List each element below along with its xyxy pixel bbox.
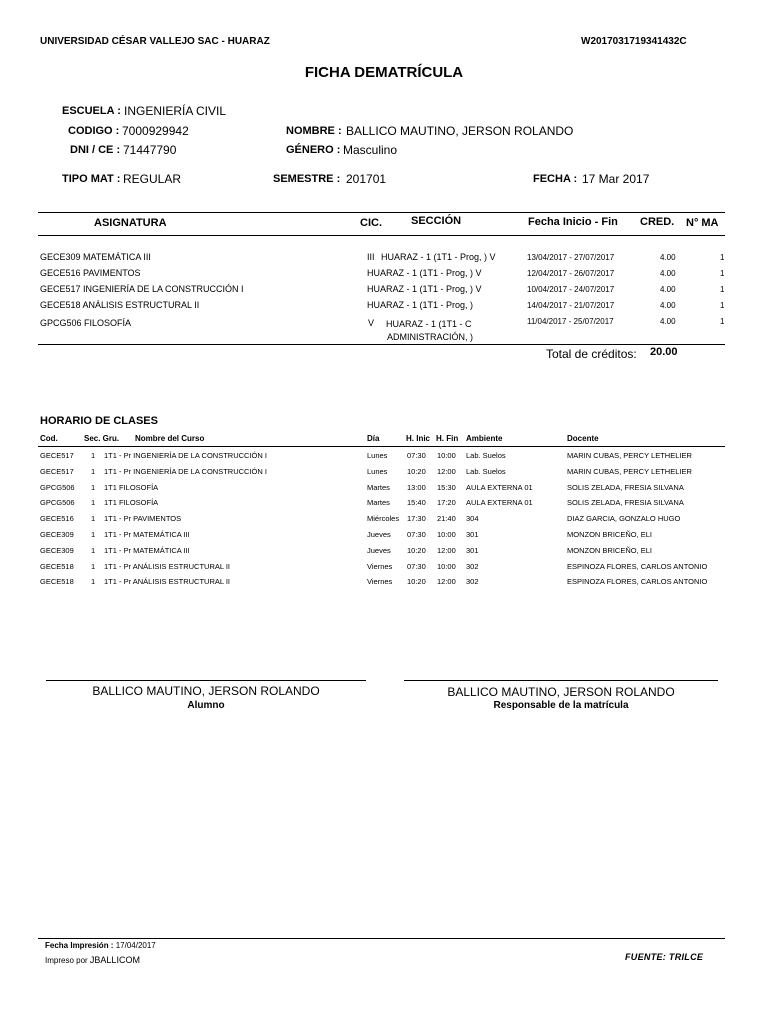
total-credits-label: Total de créditos: [546,347,637,361]
schedule-section: 1 [91,561,96,571]
nombre-label: NOMBRE : [286,125,342,137]
semestre-label: SEMESTRE : [273,173,341,185]
course-credits: 4.00 [660,317,676,326]
course-section: HUARAZ - 1 (1T1 - Prog, ) V [381,252,496,262]
course-dates: 12/04/2017 - 26/07/2017 [527,269,615,278]
total-credits-value: 20.00 [650,346,678,358]
schedule-cod: GECE516 [40,514,74,524]
schedule-day: Viernes [367,561,393,571]
col-h-fin: H. Fin [436,434,459,443]
col-cic: CIC. [360,217,382,229]
schedule-room: Lab. Suelos [466,466,506,476]
schedule-start: 17:30 [407,514,426,524]
schedule-course: 1T1 - Pr PAVIMENTOS [104,514,182,524]
course-dates: 11/04/2017 - 25/07/2017 [527,317,614,326]
schedule-teacher: SOLIS ZELADA, FRESIA SILVANA [567,482,684,492]
schedule-end: 21:40 [437,514,456,524]
dni-label: DNI / CE : [70,144,121,156]
fecha-value: 17 Mar 2017 [582,172,650,186]
col-dia: Día [367,434,380,443]
schedule-cod: GECE518 [40,561,74,571]
semestre-value: 201701 [346,172,387,186]
course-credits: 4.00 [660,301,676,310]
schedule-start: 15:40 [407,498,426,508]
courses-header-rule [38,235,725,236]
schedule-day: Viernes [367,577,393,587]
schedule-course: 1T1 - Pr INGENIERÍA DE LA CONSTRUCCIÓN I [104,451,267,460]
schedule-teacher: SOLIS ZELADA, FRESIA SILVANA [567,498,684,508]
schedule-day: Miércoles [367,514,400,524]
dni-value: 71447790 [123,143,177,157]
schedule-section: 1 [91,545,96,555]
col-cred: CRED. [640,216,675,228]
col-cod: Cod. [40,434,58,443]
course-enrollment-count: 1 [720,317,725,326]
course-section: HUARAZ - 1 (1T1 - C [386,319,472,329]
printed-by [45,955,140,965]
document-code: W2017031719341432C [581,36,687,47]
schedule-cod: GECE309 [40,530,74,539]
tipo-mat-value: REGULAR [123,172,182,186]
col-fechas: Fecha Inicio - Fin [528,216,618,228]
course-credits: 4.00 [660,285,676,294]
course-enrollment-count: 1 [720,285,725,294]
schedule-room: AULA EXTERNA 01 [466,482,533,492]
course-cycle: V [368,318,375,328]
genero-value: Masculino [343,143,398,157]
col-asignatura: ASIGNATURA [94,217,167,229]
schedule-room: Lab. Suelos [466,451,506,460]
schedule-section: 1 [91,514,96,524]
schedule-course: 1T1 FILOSOFÍA [104,498,159,508]
schedule-end: 10:00 [437,530,456,539]
schedule-day: Martes [367,498,390,508]
course-section: HUARAZ - 1 (1T1 - Prog, ) [367,300,474,310]
schedule-teacher: DIAZ GARCIA, GONZALO HUGO [567,514,681,524]
alumno-name: BALLICO MAUTINO, JERSON ROLANDO [92,684,320,698]
schedule-end: 10:00 [437,561,456,571]
escuela-value: INGENIERÍA CIVIL [124,104,227,118]
schedule-section: 1 [91,451,96,460]
schedule-start: 07:30 [407,530,426,539]
course-name: GECE516 PAVIMENTOS [40,268,141,278]
nombre-value: BALLICO MAUTINO, JERSON ROLANDO [346,124,574,138]
schedule-room: 302 [466,561,479,571]
schedule-end: 15:30 [437,482,456,492]
schedule-cod: GECE517 [40,451,74,460]
course-name: GECE518 ANÁLISIS ESTRUCTURAL II [40,300,200,310]
col-seccion: SECCIÓN [411,215,462,227]
schedule-end: 12:00 [437,545,456,555]
schedule-room: 301 [466,545,479,555]
col-sec-gru: Sec. Gru. [84,434,120,443]
course-credits: 4.00 [660,269,676,278]
schedule-course: 1T1 FILOSOFÍA [104,482,159,492]
schedule-teacher: ESPINOZA FLORES, CARLOS ANTONIO [567,577,708,587]
schedule-day: Jueves [367,545,391,555]
course-section: HUARAZ - 1 (1T1 - Prog, ) V [367,268,482,278]
schedule-end: 17:20 [437,498,456,508]
escuela-label: ESCUELA : [62,105,121,117]
schedule-room: 304 [466,514,479,524]
responsable-role: Responsable de la matrícula [493,700,629,711]
tipo-mat-label: TIPO MAT : [62,173,121,185]
course-enrollment-count: 1 [720,253,725,262]
courses-bottom-rule [38,344,725,345]
course-dates: 14/04/2017 - 21/07/2017 [527,301,615,310]
schedule-room: 302 [466,577,479,587]
codigo-label: CODIGO : [68,125,120,137]
schedule-day: Lunes [367,451,388,460]
schedule-header-rule [38,446,725,447]
print-date-label: Fecha Impresión : [45,941,114,950]
schedule-cod: GECE518 [40,577,74,587]
schedule-teacher: MARIN CUBAS, PERCY LETHELIER [567,466,692,476]
course-enrollment-count: 1 [720,269,725,278]
course-section-continued: ADMINISTRACIÓN, ) [387,332,474,342]
printed-by-label: Impreso por [45,956,88,965]
page-title: FICHA DEMATRÍCULA [304,64,464,81]
schedule-start: 10:20 [407,545,426,555]
footer-rule [38,938,725,939]
schedule-teacher: MONZON BRICEÑO, ELI [567,530,653,539]
schedule-cod: GPCG506 [40,498,75,508]
schedule-teacher: MONZON BRICEÑO, ELI [567,545,653,555]
course-name: GPCG506 FILOSOFÍA [40,318,132,328]
course-enrollment-count: 1 [720,301,725,310]
schedule-end: 12:00 [437,466,456,476]
col-ambiente: Ambiente [466,434,503,443]
col-curso: Nombre del Curso [135,434,205,443]
schedule-section: 1 [91,577,96,587]
course-cycle: III [367,252,375,262]
col-docente: Docente [567,434,599,443]
schedule-day: Lunes [367,466,388,476]
schedule-day: Martes [367,482,390,492]
schedule-start: 10:20 [407,577,426,587]
print-date-value: 17/04/2017 [115,941,156,950]
schedule-course: 1T1 - Pr ANÁLISIS ESTRUCTURAL II [104,577,231,587]
course-name: GECE517 INGENIERÍA DE LA CONSTRUCCIÓN I [40,284,244,294]
col-nma: N° MA [686,217,719,229]
schedule-section: 1 [91,466,96,476]
schedule-cod: GPCG506 [40,482,75,492]
course-name: GECE309 MATEMÁTICA III [40,252,151,262]
genero-label: GÉNERO : [286,144,341,156]
schedule-cod: GECE517 [40,466,74,476]
schedule-title: HORARIO DE CLASES [40,415,158,427]
print-date [45,941,156,950]
course-credits: 4.00 [660,253,676,262]
course-dates: 13/04/2017 - 27/07/2017 [527,253,615,262]
schedule-section: 1 [91,482,96,492]
responsable-name: BALLICO MAUTINO, JERSON ROLANDO [447,685,675,699]
fecha-label: FECHA : [533,173,578,185]
schedule-course: 1T1 - Pr INGENIERÍA DE LA CONSTRUCCIÓN I [104,466,267,476]
schedule-end: 12:00 [437,577,456,587]
schedule-section: 1 [91,530,96,539]
schedule-day: Jueves [367,530,391,539]
schedule-end: 10:00 [437,451,456,460]
schedule-start: 07:30 [407,451,426,460]
codigo-value: 7000929942 [122,124,189,138]
schedule-start: 13:00 [407,482,426,492]
schedule-course: 1T1 - Pr MATEMÁTICA III [104,530,190,539]
schedule-course: 1T1 - Pr MATEMÁTICA III [104,545,190,555]
printed-by-value: JBALLICOM [89,955,140,965]
course-dates: 10/04/2017 - 24/07/2017 [527,285,615,294]
schedule-cod: GECE309 [40,545,74,555]
university-name: UNIVERSIDAD CÉSAR VALLEJO SAC - HUARAZ [40,36,270,47]
schedule-room: 301 [466,530,479,539]
courses-top-rule [38,212,725,213]
source-label: FUENTE: TRILCE [625,952,704,962]
alumno-signature-line [46,680,366,681]
schedule-start: 07:30 [407,561,426,571]
schedule-start: 10:20 [407,466,426,476]
course-section: HUARAZ - 1 (1T1 - Prog, ) V [367,284,482,294]
schedule-course: 1T1 - Pr ANÁLISIS ESTRUCTURAL II [104,561,231,571]
alumno-role: Alumno [187,700,225,711]
schedule-teacher: ESPINOZA FLORES, CARLOS ANTONIO [567,561,708,571]
responsable-signature-line [404,680,718,681]
col-h-inic: H. Inic [406,434,431,443]
schedule-section: 1 [91,498,96,508]
schedule-teacher: MARIN CUBAS, PERCY LETHELIER [567,451,692,460]
schedule-room: AULA EXTERNA 01 [466,498,533,508]
